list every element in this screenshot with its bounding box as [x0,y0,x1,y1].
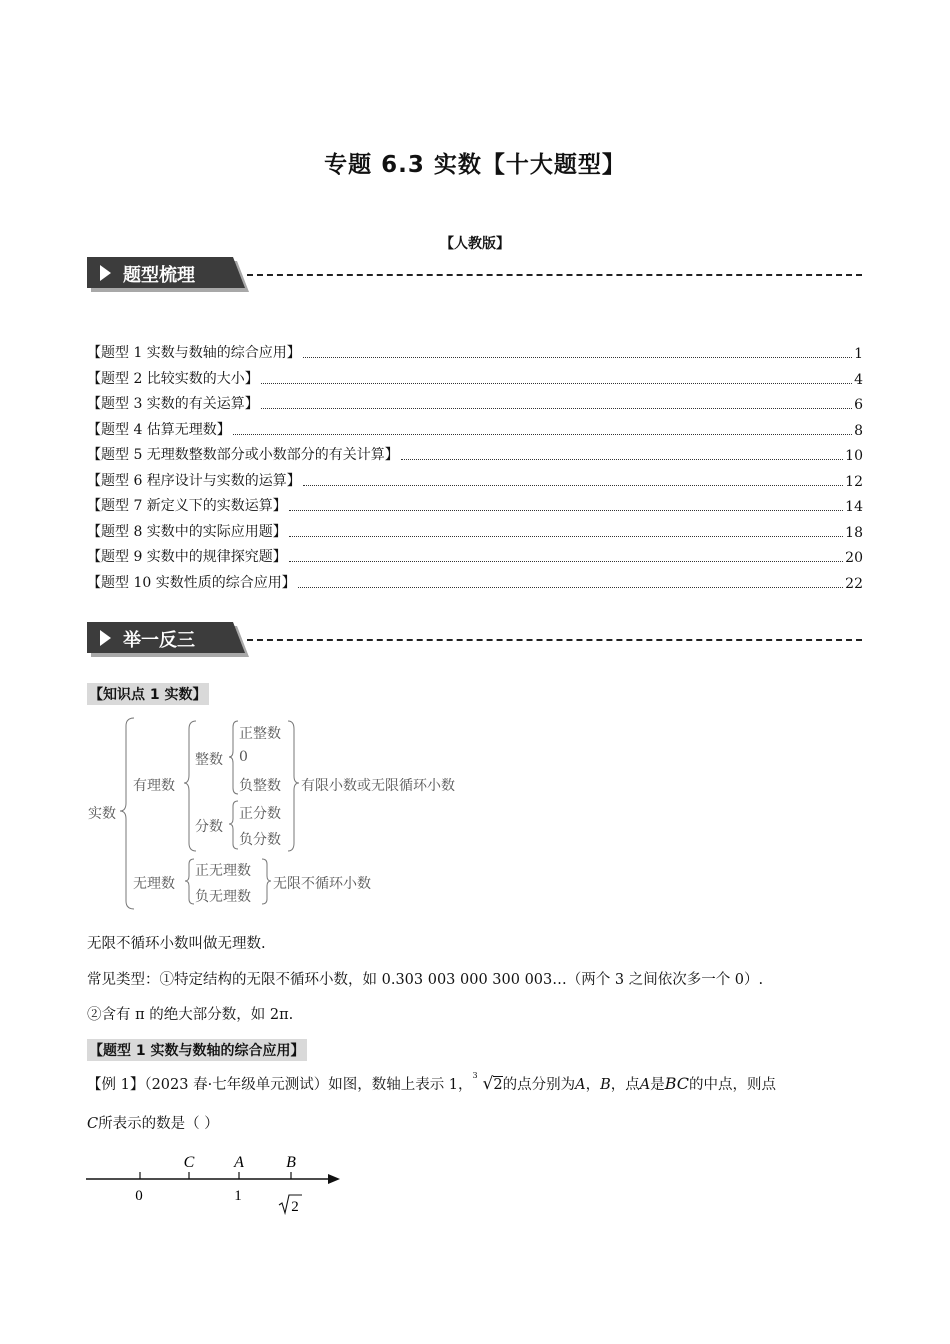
tree-negative-irrational: 负无理数 [195,889,251,905]
tree-positive-irrational: 正无理数 [195,863,251,879]
label-0: 0 [135,1188,143,1204]
tree-rational-note: 有限小数或无限循环小数 [301,778,455,794]
tree-irrational-note: 无限不循环小数 [273,876,371,892]
number-line-figure [80,1145,360,1220]
example-question-line1: 【例 1】（2023 春·七年级单元测试）如图，数轴上表示 1， 3 √2的点分别为A，B，点A是BC的中点，则点 [87,1071,777,1094]
dash-divider [247,639,862,641]
toc-item[interactable]: 【题型 6 程序设计与实数的运算】 12 [87,472,863,490]
toc-item[interactable]: 【题型 9 实数中的规律探究题】 20 [87,549,863,566]
label-C: C [183,1154,195,1171]
banner-label: 举一反三 [123,630,195,651]
page-title: 专题 6.3 实数【十大题型】 [324,152,626,178]
tree-root: 实数 [88,806,116,822]
definition-text: 无限不循环小数叫做无理数. [87,936,266,952]
banner-label: 题型梳理 [123,265,195,286]
knowledge-point-heading: 【知识点 1 实数】 [87,683,209,705]
edition-label: 【人教版】 [440,236,510,252]
tree-irrational: 无理数 [133,876,175,892]
question-type-heading: 【题型 1 实数与数轴的综合应用】 [87,1039,307,1061]
cube-root-expression: 3 √2 [472,1071,503,1094]
toc-item[interactable]: 【题型 4 估算无理数】 8 [87,421,863,439]
label-A: A [234,1154,244,1171]
label-1: 1 [234,1188,242,1204]
label-sqrt2: 2 [291,1199,299,1215]
tree-positive-integer: 正整数 [239,726,281,742]
dash-divider [247,274,862,276]
tree-positive-fraction: 正分数 [239,806,281,822]
toc-item[interactable]: 【题型 8 实数中的实际应用题】 18 [87,523,863,541]
section-banner-toc [87,257,862,293]
toc-item[interactable]: 【题型 1 实数与数轴的综合应用】 1 [87,345,863,362]
play-arrow-icon [100,630,111,646]
tree-negative-fraction: 负分数 [239,832,281,848]
pi-type-text: ②含有 π 的绝大部分数，如 2π. [87,1007,294,1023]
toc-item[interactable]: 【题型 7 新定义下的实数运算】 14 [87,498,863,515]
toc-item[interactable]: 【题型 5 无理数整数部分或小数部分的有关计算】 10 [87,447,863,464]
section-banner-examples [87,622,862,658]
example-question-line2: C所表示的数是（ ） [87,1116,219,1132]
arrow-right-icon [328,1174,340,1184]
toc-item[interactable]: 【题型 3 实数的有关运算】 6 [87,396,863,413]
toc-item[interactable]: 【题型 10 实数性质的综合应用】 22 [87,574,863,592]
play-arrow-icon [100,265,111,281]
toc-item[interactable]: 【题型 2 比较实数的大小】 4 [87,370,863,388]
tree-rational: 有理数 [133,778,175,794]
tree-integer: 整数 [195,752,223,768]
tree-fraction: 分数 [195,819,223,835]
common-types-text: 常见类型：①特定结构的无限不循环小数，如 0.303 003 000 300 003…（两个 3 之间依次多一个 0）. [87,972,764,988]
label-B: B [286,1154,296,1171]
tree-negative-integer: 负整数 [239,778,281,794]
tree-zero: 0 [239,749,248,765]
